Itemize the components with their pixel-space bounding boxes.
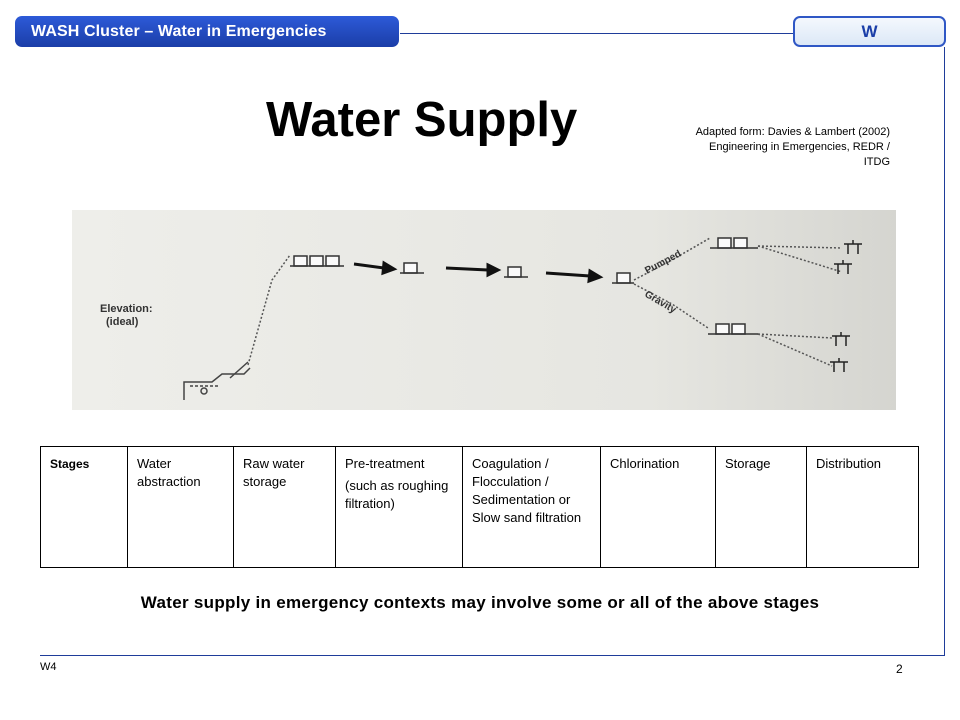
elevation-sub-label: (ideal) [106,316,139,328]
slide-caption: Water supply in emergency contexts may involve some or all of the above stages [140,593,820,612]
frame-top-line [400,33,793,34]
stage-coagulation: Coagulation / Flocculation / Sedimentation or Slow sand filtration [463,447,601,568]
source-credit: Adapted form: Davies & Lambert (2002) Engineering in Emergencies, REDR / ITDG [695,126,890,168]
stage-distribution: Distribution [807,447,919,568]
stage-storage: Storage [716,447,807,568]
stages-header-cell: Stages [41,447,128,568]
stages-table [40,446,919,568]
raw-water-storage-tanks [290,256,344,266]
slide-title: Water Supply [266,93,578,147]
module-code-tab: W [793,16,946,47]
footer-module-code: W4 [40,661,57,673]
stages-row [41,447,919,568]
page-number: 2 [896,662,903,676]
header-title-tab: WASH Cluster – Water in Emergencies [15,16,399,47]
frame-right-line [944,47,945,655]
gravity-label: Gravity [642,289,678,316]
stage-pre-treatment: Pre-treatment (such as roughing filtration) [336,447,463,568]
elevation-label: Elevation: [100,303,153,315]
stage-raw-water-storage: Raw water storage [234,447,336,568]
diagram-background [72,210,896,410]
stage-water-abstraction: Water abstraction [128,447,234,568]
frame-bottom-line [40,655,945,656]
pumped-label: Pumped [643,248,684,277]
stage-chlorination: Chlorination [601,447,716,568]
water-supply-elevation-diagram [72,210,896,410]
